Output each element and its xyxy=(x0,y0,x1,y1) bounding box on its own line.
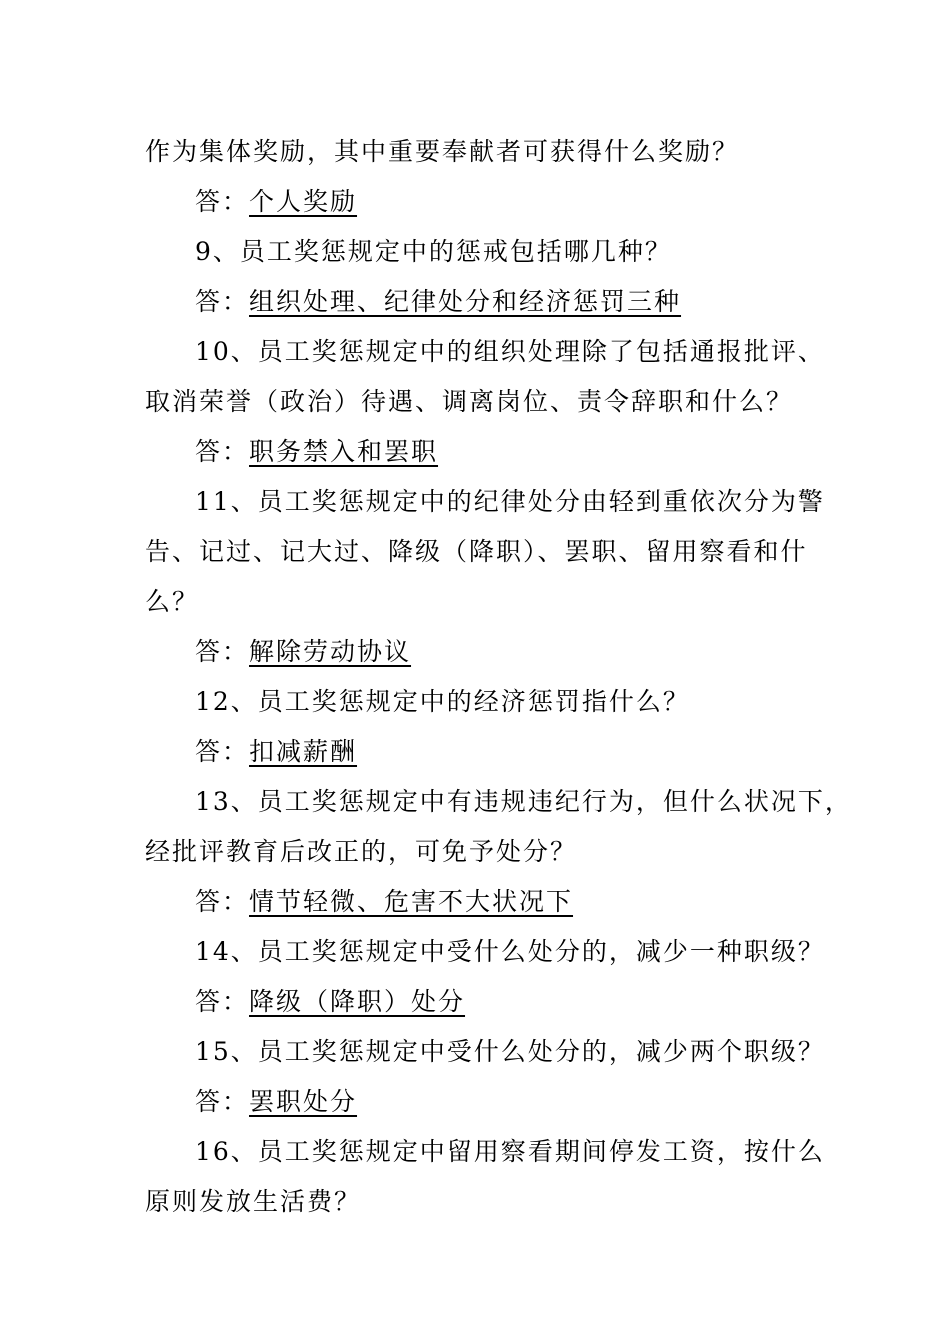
answer-text: 个人奖励 xyxy=(249,187,358,216)
answer-text: 组织处理、纪律处分和经济惩罚三种 xyxy=(249,287,682,316)
text-line: 经批评教育后改正的，可免予处分？ xyxy=(145,837,578,866)
question-line: 13、员工奖惩规定中有违规违纪行为，但什么状况下， xyxy=(195,787,852,816)
answer-text: 降级（降职）处分 xyxy=(249,987,466,1016)
text-line: 作为集体奖励，其中重要奉献者可获得什么奖励？ xyxy=(145,137,740,166)
answer-line xyxy=(195,627,411,677)
answer-label: 答： xyxy=(195,887,250,916)
answer-label: 答： xyxy=(195,1087,250,1116)
answer-label: 答： xyxy=(195,187,250,216)
answer-text: 情节轻微、危害不大状况下 xyxy=(249,887,574,916)
text-line: 告、记过、记大过、降级（降职）、罢职、留用察看和什 xyxy=(145,537,808,566)
text-line: 取消荣誉（政治）待遇、调离岗位、责令辞职和什么？ xyxy=(145,387,794,416)
answer-line xyxy=(195,727,357,777)
question-line: 14、员工奖惩规定中受什么处分的，减少一种职级？ xyxy=(195,937,825,966)
text-line: 原则发放生活费？ xyxy=(145,1187,362,1216)
answer-text: 职务禁入和罢职 xyxy=(249,437,439,466)
answer-label: 答： xyxy=(195,987,250,1016)
question-line: 10、员工奖惩规定中的组织处理除了包括通报批评、 xyxy=(195,337,825,366)
answer-line xyxy=(195,177,357,227)
question-line: 9、员工奖惩规定中的惩戒包括哪几种？ xyxy=(195,237,672,266)
answer-line xyxy=(195,977,465,1027)
answer-line xyxy=(195,877,573,927)
answer-text: 罢职处分 xyxy=(249,1087,358,1116)
text-line: 么？ xyxy=(145,587,200,616)
answer-label: 答： xyxy=(195,437,250,466)
question-line: 16、员工奖惩规定中留用察看期间停发工资，按什么 xyxy=(195,1137,825,1166)
question-line: 11、员工奖惩规定中的纪律处分由轻到重依次分为警 xyxy=(195,487,825,516)
answer-label: 答： xyxy=(195,287,250,316)
answer-text: 扣减薪酬 xyxy=(249,737,358,766)
answer-label: 答： xyxy=(195,637,250,666)
answer-line xyxy=(195,427,438,477)
question-line: 15、员工奖惩规定中受什么处分的，减少两个职级？ xyxy=(195,1037,825,1066)
answer-line xyxy=(195,1077,357,1127)
answer-text: 解除劳动协议 xyxy=(249,637,412,666)
answer-label: 答： xyxy=(195,737,250,766)
answer-line xyxy=(195,277,681,327)
question-line: 12、员工奖惩规定中的经济惩罚指什么？ xyxy=(195,687,690,716)
